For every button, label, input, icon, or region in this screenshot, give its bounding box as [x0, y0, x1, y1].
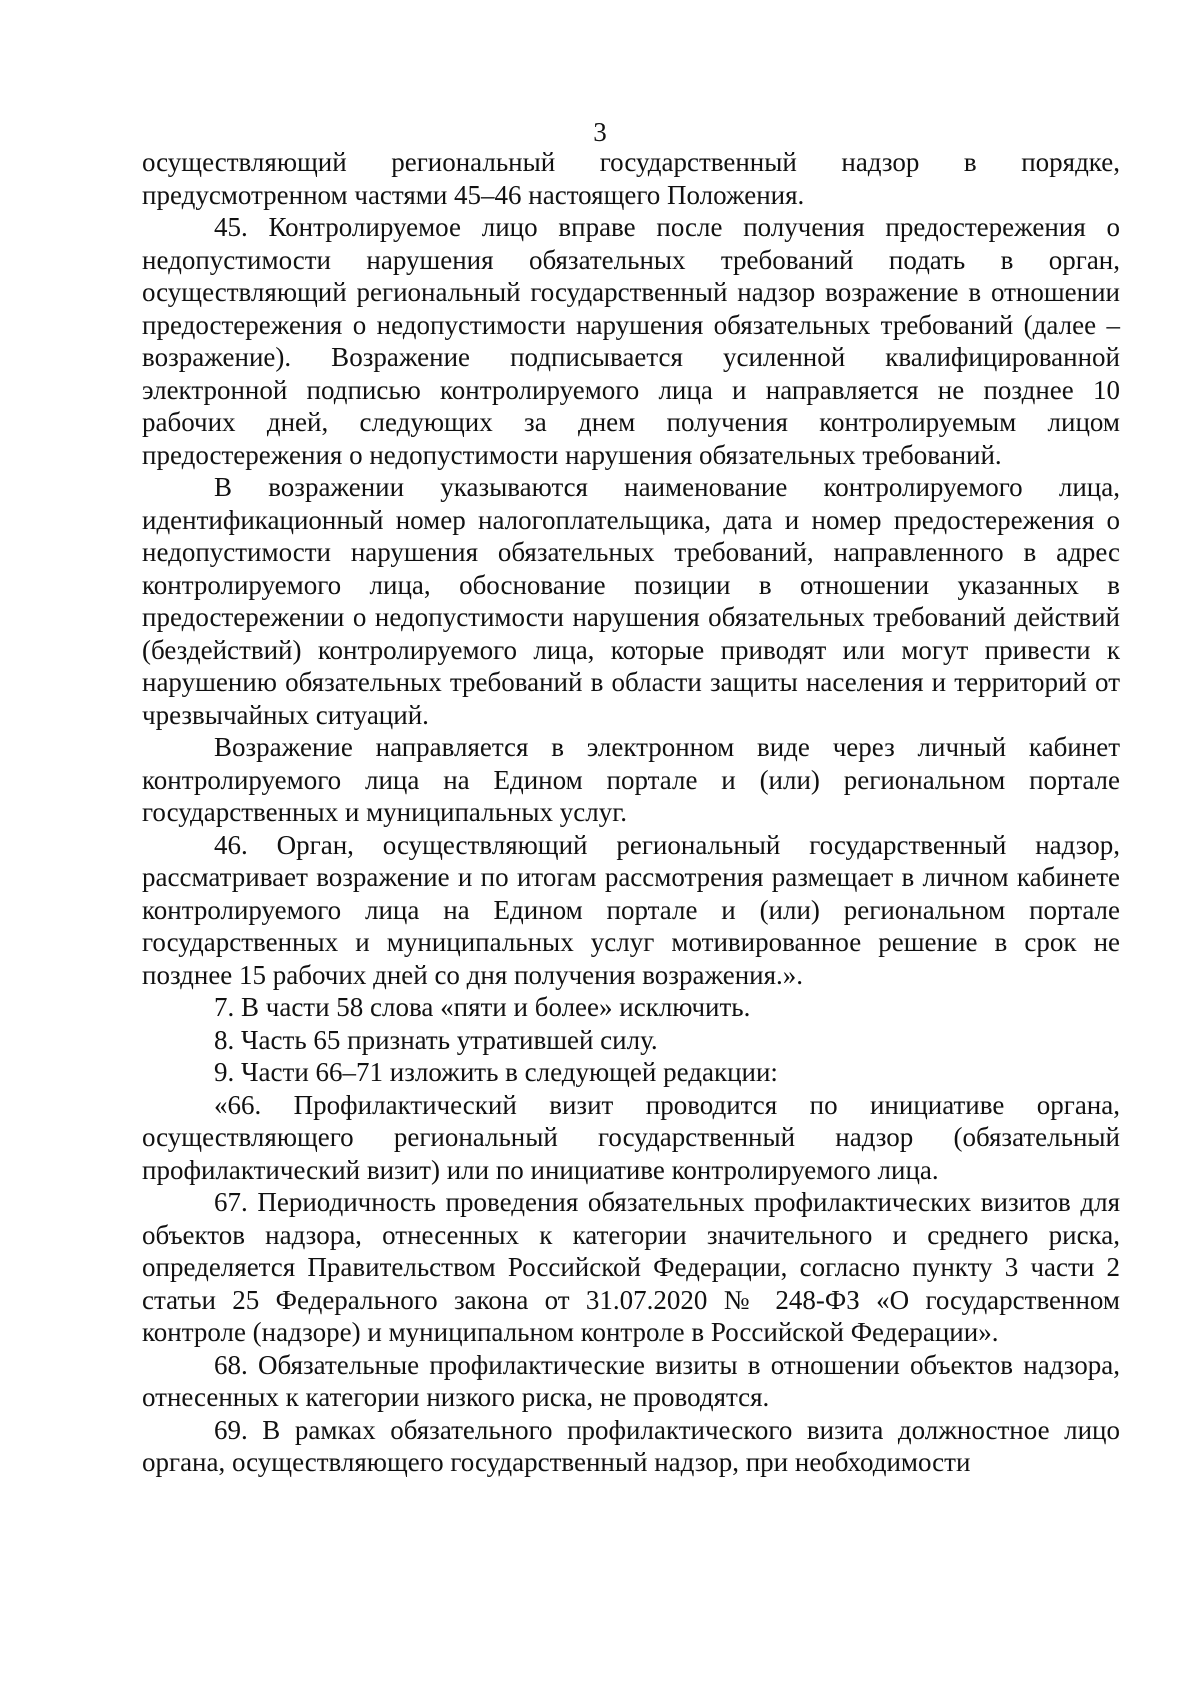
paragraph-68: 68. Обязательные профилактические визиты в отношении объектов надзора, отнесенных к категории низкого риска, не проводятся. [142, 1349, 1120, 1412]
paragraph-objection-contents: В возражении указываются наименование контролируемого лица, идентификационный номер налогоплательщика, дата и номер предостережения о недопустимости нарушения обязательных требований, направленного в адрес контролируемого лица, обоснование позиции в отношении указанных в предостережении о недопустимости нарушения обязательных требований действий (бездействий) контролируемого лица, которые приводят или могут привести к нарушению обязательных требований в области защиты населения и территорий от чрезвычайных ситуаций. [142, 472, 1120, 730]
page-number: 3 [593, 117, 607, 147]
paragraph-continuation: осуществляющий региональный государственный надзор в порядке, предусмотренном частями 45–46 настоящего Положения. [142, 147, 1120, 210]
document-body [142, 146, 1120, 1479]
paragraph-45: 45. Контролируемое лицо вправе после получения предостережения о недопустимости нарушения обязательных требований подать в орган, осуществляющий региональный государственный надзор возражение в отношении предостережения о недопустимости нарушения обязательных требований (далее – возражение). Возражение подписывается усиленной квалифицированной электронной подписью контролируемого лица и направляется не позднее 10 рабочих дней, следующих за днем получения контролируемым лицом предостережения о недопустимости нарушения обязательных требований. [142, 212, 1120, 470]
paragraph-item-9: 9. Части 66–71 изложить в следующей редакции: [214, 1057, 778, 1087]
paragraph-item-7: 7. В части 58 слова «пяти и более» исключить. [214, 992, 751, 1022]
paragraph-46: 46. Орган, осуществляющий региональный государственный надзор, рассматривает возражение и по итогам рассмотрения размещает в личном кабинете контролируемого лица на Едином портале и (или) региональном портале государственных и муниципальных услуг мотивированное решение в срок не позднее 15 рабочих дней со дня получения возражения.». [142, 829, 1120, 990]
paragraph-69: 69. В рамках обязательного профилактического визита должностное лицо органа, осуществляющего государственный надзор, при необходимости [142, 1414, 1120, 1477]
paragraph-objection-submission: Возражение направляется в электронном виде через личный кабинет контролируемого лица на Едином портале и (или) региональном портале государственных и муниципальных услуг. [142, 732, 1120, 827]
paragraph-66: «66. Профилактический визит проводится по инициативе органа, осуществляющего региональный государственный надзор (обязательный профилактический визит) или по инициативе контролируемого лица. [142, 1089, 1120, 1185]
paragraph-item-8: 8. Часть 65 признать утратившей силу. [214, 1024, 658, 1055]
paragraph-67: 67. Периодичность проведения обязательных профилактических визитов для объектов надзора, отнесенных к категории значительного и среднего риска, определяется Правительством Российской Федерации, согласно пункту 3 части 2 статьи 25 Федерального закона от 31.07.2020 № 248-ФЗ «О государственном контроле (надзоре) и муниципальном контроле в Российской Федерации». [142, 1187, 1120, 1347]
